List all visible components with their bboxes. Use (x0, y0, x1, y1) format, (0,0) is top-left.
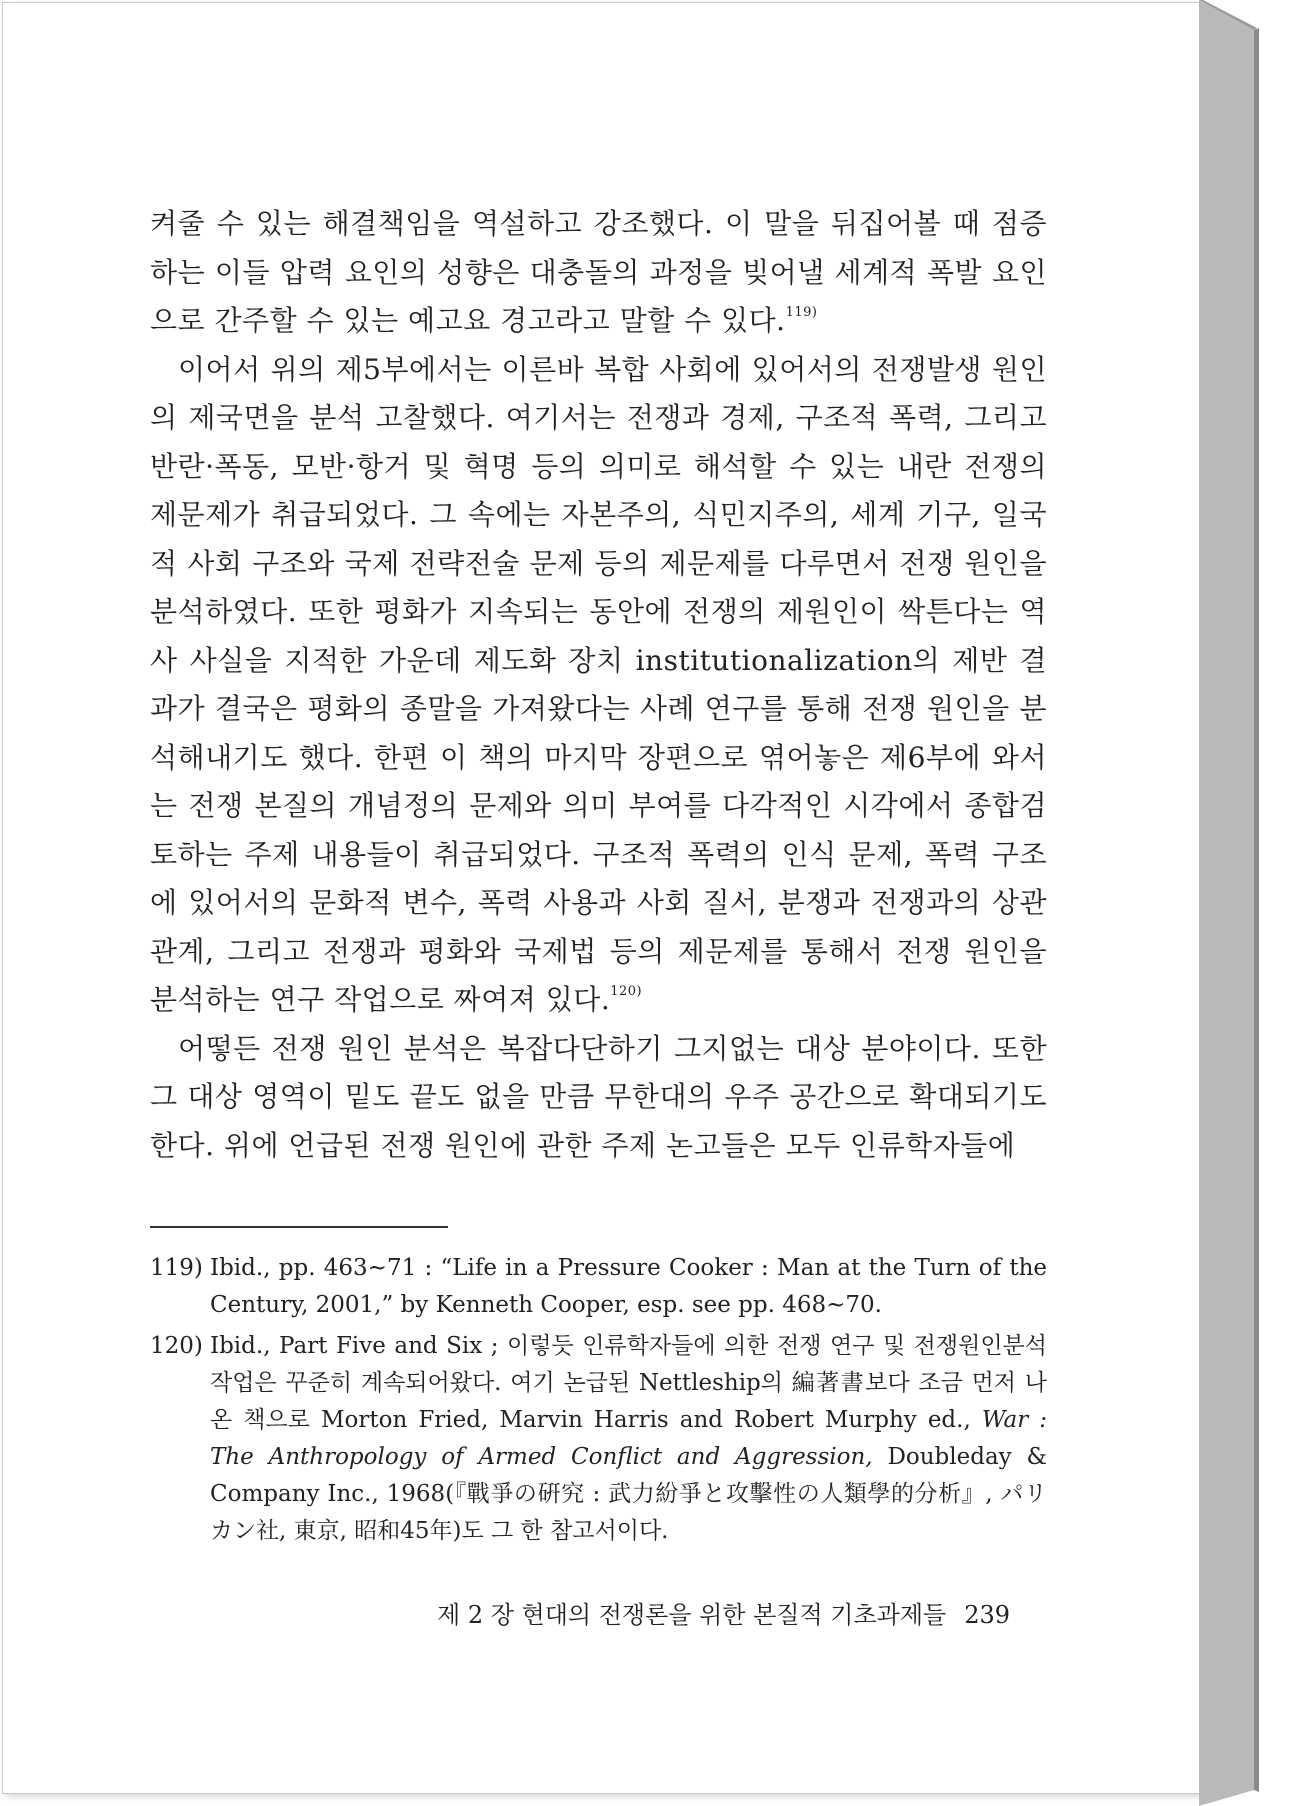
body-text (150, 200, 1047, 1170)
book-title: War : The Anthropology of Armed Conflict and Aggression, (210, 1407, 1047, 1470)
footnote-ref-120: 120) (610, 984, 643, 999)
paragraph: 이어서 위의 제5부에서는 이른바 복합 사회에 있어서의 전쟁발생 원인의 제국면을 분석 고찰했다. 여기서는 전쟁과 경제, 구조적 폭력, 그리고 반란·폭동, 모반·항거 및 혁명 등의 의미로 해석할 수 있는 내란 전쟁의 제문제가 취급되었다. 그 속에는 자본주의, 식민지주의, 세계 기구, 일국적 사회 구조와 국제 전략전술 문제 등의 제문제를 다루면서 전쟁 원인을 분석하였다. 또한 평화가 지속되는 동안에 전쟁의 제원인이 싹튼다는 역사 사실을 지적한 가운데 제도화 장치 institutionalization의 제반 결과가 결국은 평화의 종말을 가져왔다는 사례 연구를 통해 전쟁 원인을 분석해내기도 했다. 한편 이 책의 마지막 장편으로 엮어놓은 제6부에 와서는 전쟁 본질의 개념정의 문제와 의미 부여를 다각적인 시각에서 종합검토하는 주제 내용들이 취급되었다. 구조적 폭력의 인식 문제, 폭력 구조에 있어서의 문화적 변수, 폭력 사용과 사회 질서, 분쟁과 전쟁과의 상관 관계, 그리고 전쟁과 평화와 국제법 등의 제문제를 통해서 전쟁 원인을 분석하는 연구 작업으로 짜여져 있다.$^{120)}$ (150, 352, 1047, 1016)
paragraph: 어떻든 전쟁 원인 분석은 복잡다단하기 그지없는 대상 분야이다. 또한 그 대상 영역이 밑도 끝도 없을 만큼 무한대의 우주 공간으로 확대되기도 한다. 위에 언급된 전쟁 원인에 관한 주제 논고들은 모두 인류학자들에 (150, 1031, 1047, 1162)
footnote-divider (150, 1226, 448, 1228)
chapter-title: 제 2 장 현대의 전쟁론을 위한 본질적 기초과제들 (437, 1601, 947, 1629)
footnote-number: 119) (150, 1255, 203, 1281)
footnote-ref-119: 119) (785, 305, 818, 320)
page-content (150, 200, 1047, 1554)
footnote-text: Ibid., Part Five and Six ; 이렇듯 인류학자들에 의한 전쟁 연구 및 전쟁원인분석 작업은 꾸준히 계속되어왔다. 여기 논급된 Nettleship의 編著書보다 조금 먼저 나온 책으로 Morton Fried, Marvin Harris and Robert Murphy ed., War : The Anthropology of Armed Conflict and Aggression, Doubleday & Company Inc., 1968(『戰爭の硏究 : 武力紛爭と攻擊性の人類學的分析』, パリカン社, 東京, 昭和45年)도 그 한 참고서이다. (210, 1333, 1047, 1544)
footnote-number: 120) (150, 1333, 203, 1359)
footnote-text: Ibid., pp. 463~71 : “Life in a Pressure Cooker : Man at the Turn of the Century, 2001,” by Kenneth Cooper, esp. see pp. 468~70. (210, 1255, 1047, 1318)
footnote-120 (150, 1328, 1047, 1550)
footnote-119 (150, 1250, 1047, 1324)
paragraph: 켜줄 수 있는 해결책임을 역설하고 강조했다. 이 말을 뒤집어볼 때 점증하는 이들 압력 요인의 성향은 대충돌의 과정을 빚어낼 세계적 폭발 요인으로 간주할 수 있는 예고요 경고라고 말할 수 있다.$^{119)}$ (150, 207, 1047, 337)
page-number: 239 (964, 1601, 1010, 1629)
running-footer (150, 1595, 1010, 1630)
book-spine (1199, 0, 1309, 1806)
footnotes (150, 1250, 1047, 1550)
